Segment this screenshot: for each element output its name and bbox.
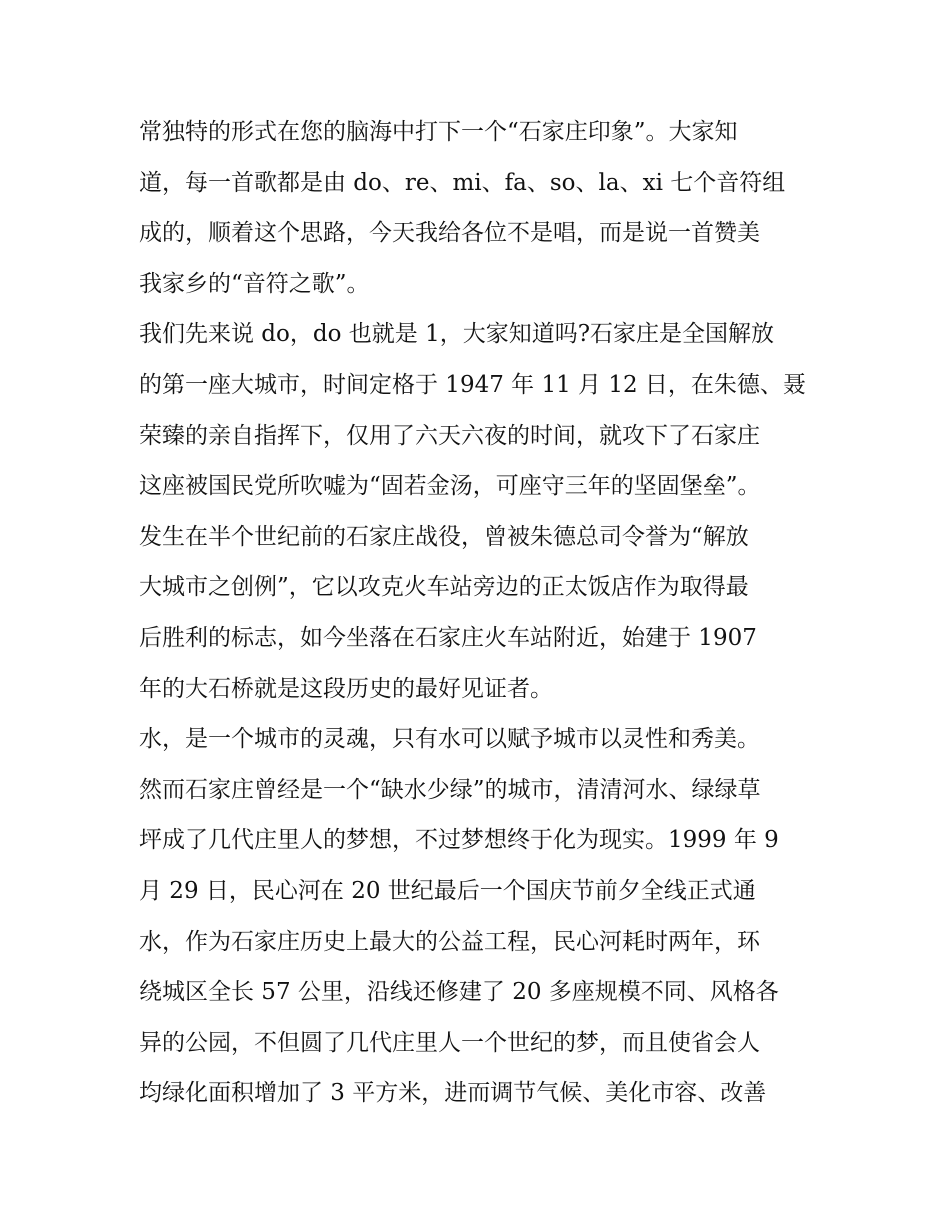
text-line: 荣臻的亲自指挥下，仅用了六天六夜的时间，就攻下了石家庄 [139, 422, 760, 449]
text-line: 水，作为石家庄历史上最大的公益工程，民心河耗时两年，环 [139, 928, 760, 955]
text-line: 均绿化面积增加了 3 平方米，进而调节气候、美化市容、改善 [139, 1080, 767, 1107]
text-line: 异的公园，不但圆了几代庄里人一个世纪的梦，而且使省会人 [139, 1029, 760, 1056]
text-line: 成的，顺着这个思路，今天我给各位不是唱，而是说一首赞美 [139, 220, 760, 247]
body-text [139, 107, 819, 1119]
text-line: 后胜利的标志，如今坐落在石家庄火车站附近，始建于 1907 [139, 624, 757, 651]
text-line: 这座被国民党所吹嘘为“固若金汤，可座守三年的坚固堡垒”。 [139, 473, 761, 500]
text-line: 坪成了几代庄里人的梦想，不过梦想终于化为现实。1999 年 9 [139, 827, 779, 854]
text-line: 我们先来说 do，do 也就是 1，大家知道吗?石家庄是全国解放 [139, 321, 775, 348]
text-line: 道，每一首歌都是由 do、re、mi、fa、so、la、xi 七个音符组 [139, 169, 786, 196]
text-line: 年的大石桥就是这段历史的最好见证者。 [139, 675, 553, 702]
text-line: 大城市之创例”，它以攻克火车站旁边的正太饭店作为取得最 [139, 574, 749, 601]
text-line: 然而石家庄曾经是一个“缺水少绿”的城市，清清河水、绿绿草 [139, 776, 761, 803]
text-line: 的第一座大城市，时间定格于 1947 年 11 月 12 日，在朱德、聂 [139, 371, 806, 398]
text-line: 我家乡的“音符之歌”。 [139, 270, 370, 297]
text-line: 月 29 日，民心河在 20 世纪最后一个国庆节前夕全线正式通 [139, 877, 756, 904]
text-line: 发生在半个世纪前的石家庄战役，曾被朱德总司令誉为“解放 [139, 523, 749, 550]
text-line: 绕城区全长 57 公里，沿线还修建了 20 多座规模不同、风格各 [139, 979, 779, 1006]
text-line: 水，是一个城市的灵魂，只有水可以赋予城市以灵性和秀美。 [139, 726, 760, 753]
text-line: 常独特的形式在您的脑海中打下一个“石家庄印象”。大家知 [139, 119, 738, 145]
